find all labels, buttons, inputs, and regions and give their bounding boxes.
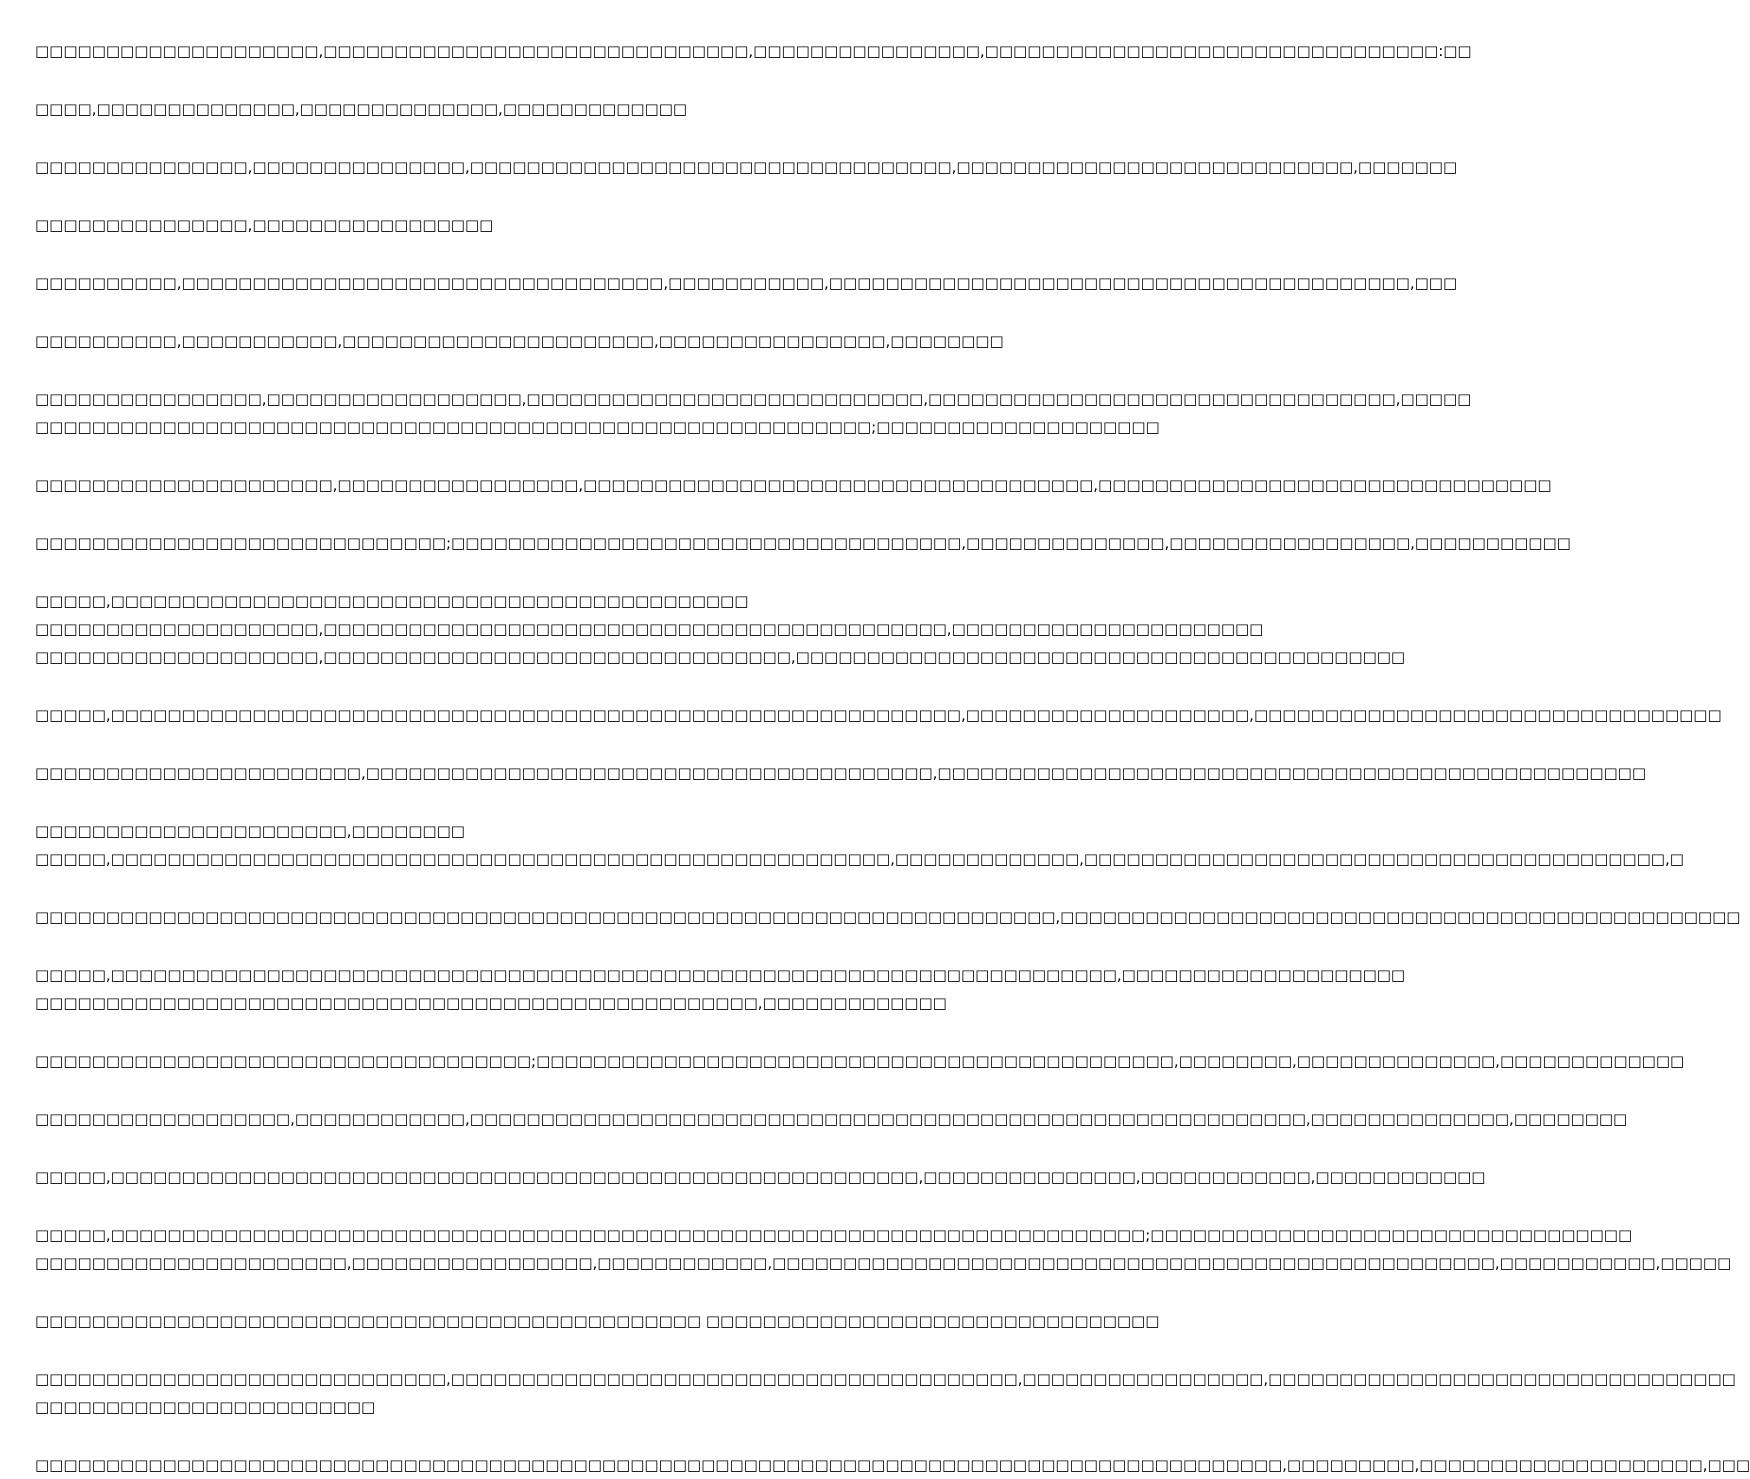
paragraph-gap [35, 1017, 989, 1047]
paragraph-gap [35, 239, 989, 269]
text-line: □□□□□□□□□□□□□□□□□□□□,□□□□□□□□□□□□□□□□□□□□□□□□□□□□□□□□□,□□□□□□□□□□□□□□□□□□□□□□□□□□□□□□□□□□□□□□□□□□□ [35, 648, 1406, 666]
text-line: □□□□□□□□□□□□□□□□□□□□□□,□□□□□□□□ [35, 822, 465, 840]
text-line: □□□□□□□□□□□□□□□□□□□□□,□□□□□□□□□□□□□□□□□,□□□□□□□□□□□□□□□□□□□□□□□□□□□□□□□□□□□□,□□□□□□□□□□□□□□□□□□□□□□□□□□□□□□□□ [35, 476, 1552, 494]
text-line: □□□□□□□□□□□□□□□□□□□□□□□□□□□□□□□□□□□□□□□□□□□□□□□□□□□□□□□□□□□;□□□□□□□□□□□□□□□□□□□□ [35, 418, 1160, 436]
text-line: □□□□□□□□□□□□□□□□□□□□□□□□□□□□□□□□□□□□□□□□□□□□□□□□□□□,□□□□□□□□□□□□□ [35, 994, 947, 1012]
text-line: □□□□,□□□□□□□□□□□□□□,□□□□□□□□□□□□□□,□□□□□□□□□□□□□ [35, 100, 688, 118]
paragraph-gap [35, 1075, 989, 1105]
paragraph-gap [35, 1133, 989, 1163]
text-line: □□□□□□□□□□□□□□□□□□□□□□□□□□□□□□□□□□□;□□□□□□□□□□□□□□□□□□□□□□□□□□□□□□□□□□□□□□□□□□□□□,□□□□□□□□,□□□□□□□□□□□□□□,□□□□□□□□□□□□□ [35, 1052, 1685, 1070]
paragraph-gap [35, 441, 989, 471]
paragraph-gap [35, 297, 989, 327]
text-line: □□□□□□□□□□□□□□□□□□□□□□□□ [35, 1398, 376, 1416]
paragraph-gap [35, 873, 989, 903]
paragraph-gap [35, 1191, 989, 1221]
paragraph-gap [35, 671, 989, 701]
paragraph-gap [35, 1335, 989, 1365]
document-body [35, 37, 1750, 1474]
text-line: □□□□□□□□□□,□□□□□□□□□□□□□□□□□□□□□□□□□□□□□□□□□□,□□□□□□□□□□□,□□□□□□□□□□□□□□□□□□□□□□□□□□□□□□□□□□□□□□□□□,□□□ [35, 274, 1458, 292]
text-line: □□□□□□□□□□□□□□□□□□□□□□,□□□□□□□□□□□□□□□□□,□□□□□□□□□□□□,□□□□□□□□□□□□□□□□□□□□□□□□□□□□□□□□□□□□□□□□□□□□□□□□□□□,□□□□□□□□□□□,□□□□□ [35, 1254, 1732, 1272]
text-line: □□□□□□□□□□□□□□□□□□□□□□□□□□□□□□□□□□□□□□□□□□□□□□□ □□□□□□□□□□□□□□□□□□□□□□□□□□□□□□□□ [35, 1312, 1160, 1330]
text-line: □□□□□,□□□□□□□□□□□□□□□□□□□□□□□□□□□□□□□□□□□□□□□□□□□□□ [35, 592, 749, 610]
text-line: □□□□□□□□□□□□□□□□□□□□,□□□□□□□□□□□□□□□□□□□□□□□□□□□□□□,□□□□□□□□□□□□□□□□,□□□□□□□□□□□□□□□□□□□□□□□□□□□□□□□□:□□ [35, 42, 1472, 60]
text-line: □□□□□□□□□□□□□□□□,□□□□□□□□□□□□□□□□□□,□□□□□□□□□□□□□□□□□□□□□□□□□□□□,□□□□□□□□□□□□□□□□□□□□□□□□□□□□□□□□□,□□□□□ [35, 390, 1472, 408]
text-line: □□□□□□□□□□□□□□□□□□□□,□□□□□□□□□□□□□□□□□□□□□□□□□□□□□□□□□□□□□□□□□□□□,□□□□□□□□□□□□□□□□□□□□□□ [35, 620, 1264, 638]
paragraph-gap [35, 1421, 989, 1451]
text-line: □□□□□□□□□□□□□□□□□□□□□□□□□□□□□,□□□□□□□□□□□□□□□□□□□□□□□□□□□□□□□□□□□□□□□□,□□□□□□□□□□□□□□□□□,□□□□□□□□□□□□□□□□□□□□□□□□□□□□□□□□□ [35, 1370, 1736, 1388]
text-line: □□□□□,□□□□□□□□□□□□□□□□□□□□□□□□□□□□□□□□□□□□□□□□□□□□□□□□□□□□□□□□□,□□□□□□□□□□□□□□□,□□□□□□□□□□□□,□□□□□□□□□□□□ [35, 1168, 1486, 1186]
text-line: □□□□□□□□□□□□□□□□□□,□□□□□□□□□□□□,□□□□□□□□□□□□□□□□□□□□□□□□□□□□□□□□□□□□□□□□□□□□□□□□□□□□□□□□□□□,□□□□□□□□□□□□□□,□□□□□□□□ [35, 1110, 1628, 1128]
paragraph-gap [35, 787, 989, 817]
paragraph-gap [35, 729, 989, 759]
paragraph-gap [35, 65, 989, 95]
paragraph-gap [35, 499, 989, 529]
text-line: □□□□□□□□□□□□□□□□□□□□□□□□□□□□□□□□□□□□□□□□□□□□□□□□□□□□□□□□□□□□□□□□□□□□□□□□,□□□□□□□□□□□□□□□□□□□□□□□□□□□□□□□□□□□□□□□□□□□□□□□□ [35, 908, 1741, 926]
text-line: □□□□□□□□□□□□□□□□□□□□□□□,□□□□□□□□□□□□□□□□□□□□□□□□□□□□□□□□□□□□□□□□,□□□□□□□□□□□□□□□□□□□□□□□□□□□□□□□□□□□□□□□□□□□□□□□□□□ [35, 764, 1647, 782]
text-line: □□□□□□□□□□,□□□□□□□□□□□,□□□□□□□□□□□□□□□□□□□□□□,□□□□□□□□□□□□□□□□,□□□□□□□□ [35, 332, 1004, 350]
text-line: □□□□□,□□□□□□□□□□□□□□□□□□□□□□□□□□□□□□□□□□□□□□□□□□□□□□□□□□□□□□□□□□□□,□□□□□□□□□□□□□□□□□□□□,□□□□□□□□□□□□□□□□□□□□□□□□□□□□□□□□□ [35, 706, 1722, 724]
text-line: □□□□□,□□□□□□□□□□□□□□□□□□□□□□□□□□□□□□□□□□□□□□□□□□□□□□□□□□□□□□□□□□□□□□□□□□□□□□□□□;□□□□□□□□□□□□□□□□□□□□□□□□□□□□□□□□□□ [35, 1226, 1633, 1244]
paragraph-gap [35, 1277, 989, 1307]
text-line: □□□□□,□□□□□□□□□□□□□□□□□□□□□□□□□□□□□□□□□□□□□□□□□□□□□□□□□□□□□□□,□□□□□□□□□□□□□,□□□□□□□□□□□□□□□□□□□□□□□□□□□□□□□□□□□□□□□□□,□ [35, 850, 1684, 868]
text-line: □□□□□□□□□□□□□□□,□□□□□□□□□□□□□□□,□□□□□□□□□□□□□□□□□□□□□□□□□□□□□□□□□□,□□□□□□□□□□□□□□□□□□□□□□□□□□□□,□□□□□□□ [35, 158, 1458, 176]
paragraph-gap [35, 931, 989, 961]
paragraph-gap [35, 181, 989, 211]
text-line: □□□□□,□□□□□□□□□□□□□□□□□□□□□□□□□□□□□□□□□□□□□□□□□□□□□□□□□□□□□□□□□□□□□□□□□□□□□□□,□□□□□□□□□□□□□□□□□□□□ [35, 966, 1406, 984]
paragraph-gap [35, 557, 989, 587]
paragraph-gap [35, 355, 989, 385]
text-line: □□□□□□□□□□□□□□□,□□□□□□□□□□□□□□□□□ [35, 216, 494, 234]
paragraph-gap [35, 123, 989, 153]
text-line: □□□□□□□□□□□□□□□□□□□□□□□□□□□□□□□□□□□□□□□□□□□□□□□□□□□□□□□□□□□□□□□□□□□□□□□□□□□□□□□□□□□□□□□□,□□□□□□□□□,□□□□□□□□□□□□□□□□□□□□,□□□ [35, 1456, 1750, 1474]
text-line: □□□□□□□□□□□□□□□□□□□□□□□□□□□□□;□□□□□□□□□□□□□□□□□□□□□□□□□□□□□□□□□□□□,□□□□□□□□□□□□□□,□□□□□□□□□□□□□□□□□,□□□□□□□□□□□ [35, 534, 1571, 552]
